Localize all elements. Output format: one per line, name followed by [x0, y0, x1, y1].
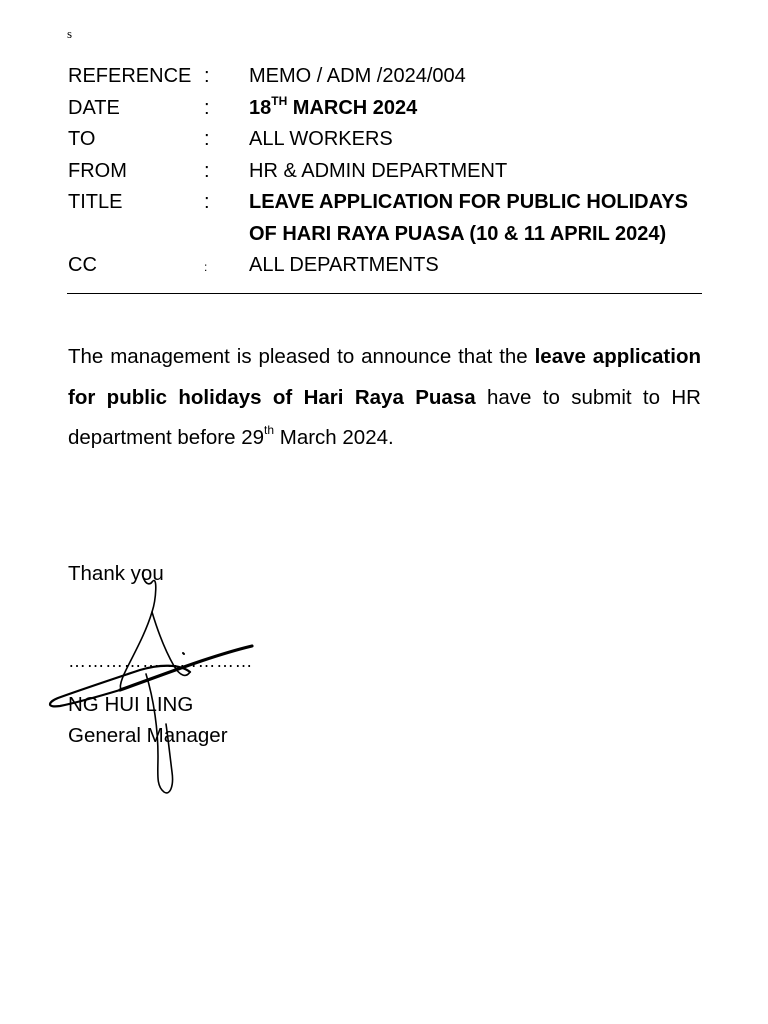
cc-colon: : — [204, 260, 208, 274]
reference-colon: : — [204, 65, 210, 87]
thanks-text: Thank you — [68, 562, 164, 585]
date-value — [249, 93, 417, 125]
title-colon: : — [204, 191, 210, 213]
page-mark: s — [67, 26, 73, 41]
from-label: FROM — [68, 159, 127, 182]
handwritten-signature-icon — [40, 560, 290, 800]
date-label: DATE — [68, 96, 120, 119]
date-ordinal: TH — [271, 93, 288, 108]
to-colon: : — [204, 128, 210, 150]
body-part-1: The management is pleased to announce that the — [68, 345, 535, 368]
title-row — [68, 187, 708, 250]
title-line-2: OF HARI RAYA PUASA (10 & 11 APRIL 2024) — [249, 222, 667, 245]
title-label: TITLE — [68, 191, 123, 213]
cc-label: CC — [68, 254, 97, 276]
from-row — [68, 156, 708, 188]
body-part-2: have to submit to HR department before 29 — [68, 385, 701, 449]
body-ordinal: th — [264, 423, 275, 438]
header-divider — [67, 293, 702, 294]
from-value: HR & ADMIN DEPARTMENT — [249, 159, 508, 182]
reference-value: MEMO / ADM /2024/004 — [249, 65, 466, 87]
memo-header — [68, 61, 708, 282]
title-line-1: LEAVE APPLICATION FOR PUBLIC HOLIDAYS — [249, 191, 688, 213]
to-value: ALL WORKERS — [249, 128, 393, 150]
body-bold: leave application for public holidays of Hari Raya Puasa — [68, 345, 701, 409]
date-day: 18 — [249, 96, 272, 119]
reference-row — [68, 61, 708, 93]
title-value — [249, 187, 688, 250]
to-row — [68, 124, 708, 156]
body-part-3: March 2024. — [274, 426, 394, 449]
date-row — [68, 93, 708, 125]
cc-value: ALL DEPARTMENTS — [249, 254, 439, 276]
from-colon: : — [204, 159, 210, 182]
reference-label: REFERENCE — [68, 65, 192, 87]
signer-name: NG HUI LING — [68, 693, 194, 716]
signer-title: General Manager — [68, 724, 228, 747]
cc-row — [68, 250, 708, 282]
to-label: TO — [68, 128, 96, 150]
signature-dotted-line: ………………………… — [68, 651, 253, 671]
date-colon: : — [204, 96, 210, 119]
memo-body — [68, 337, 701, 459]
date-month-year: MARCH 2024 — [287, 96, 418, 119]
